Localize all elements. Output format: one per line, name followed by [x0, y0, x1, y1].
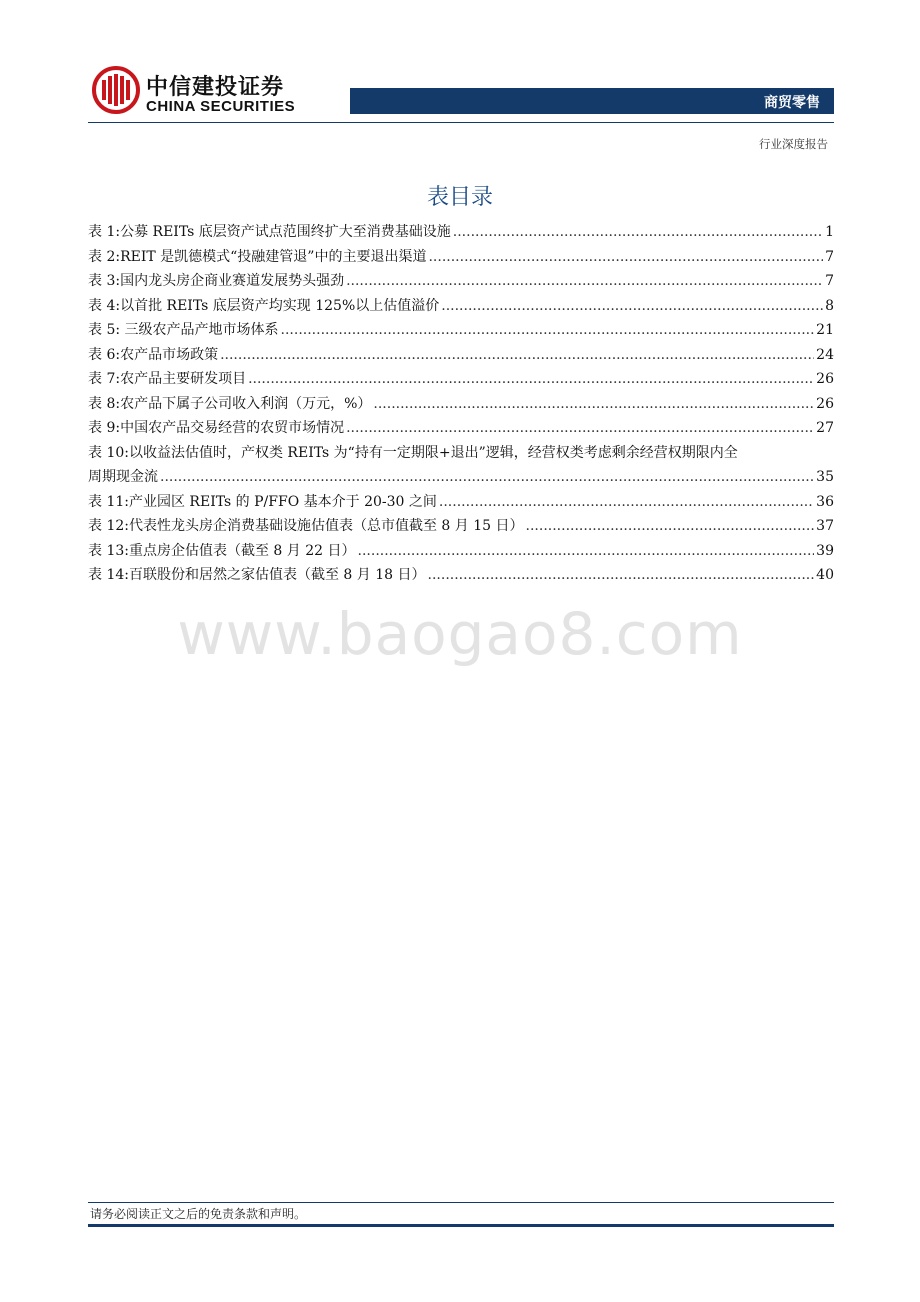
toc-leader [428, 563, 815, 588]
toc-leader [428, 245, 823, 270]
toc-leader [346, 416, 814, 441]
toc-item[interactable] [88, 367, 834, 392]
toc-title: 表目录 [426, 185, 493, 210]
toc-item[interactable] [88, 514, 834, 539]
toc-item-page: 7 [825, 273, 834, 289]
toc-item[interactable] [88, 441, 834, 490]
toc-item-text: 表 11:产业园区 REITs 的 P/FFO 基本介于 20-30 之间 [88, 493, 437, 510]
industry-banner [350, 88, 834, 114]
toc-item-text: 表 4:以首批 REITs 底层资产均实现 125%以上估值溢价 [88, 297, 440, 314]
toc-item[interactable] [88, 318, 834, 343]
toc-item[interactable] [88, 563, 834, 588]
report-type: 行业深度报告 [759, 137, 828, 151]
toc-item-text: 表 12:代表性龙头房企消费基础设施估值表（总市值截至 8 月 15 日） [88, 518, 524, 534]
toc-item[interactable] [88, 392, 834, 417]
toc-leader [160, 465, 814, 490]
toc-item-text: 表 7:农产品主要研发项目 [88, 371, 247, 387]
toc-leader [453, 220, 823, 245]
toc-item-page: 26 [816, 395, 834, 412]
toc-item-text: 表 10:以收益法估值时，产权类 REITs 为“持有一定期限+退出”逻辑，经营权类考虑剩余经营权期限内全 [88, 444, 738, 461]
toc-leader [248, 367, 814, 392]
toc-item-page: 24 [816, 346, 834, 363]
toc-item-page: 21 [816, 322, 834, 338]
toc-item-text: 表 5: 三级农产品产地市场体系 [88, 322, 279, 338]
toc-item-page: 1 [825, 224, 834, 240]
toc-item-text: 表 2:REIT 是凯德模式“投融建管退”中的主要退出渠道 [88, 248, 427, 265]
toc-item[interactable] [88, 343, 834, 368]
toc-item-page: 27 [816, 420, 834, 436]
toc-item-text: 表 3:国内龙头房企商业赛道发展势头强劲 [88, 273, 345, 289]
toc-item-page: 36 [816, 493, 834, 510]
brand-name-en: CHINA SECURITIES [146, 98, 296, 115]
toc-item-text: 表 9:中国农产品交易经营的农贸市场情况 [88, 420, 345, 436]
toc-item[interactable] [88, 269, 834, 294]
china-securities-logo-icon [92, 66, 140, 114]
toc-item-text: 表 1:公募 REITs 底层资产试点范围终扩大至消费基础设施 [88, 224, 451, 240]
toc-item-page: 37 [816, 518, 834, 534]
toc-item-text: 表 14:百联股份和居然之家估值表（截至 8 月 18 日） [88, 567, 426, 583]
toc-leader [526, 514, 815, 539]
toc-item-page: 39 [816, 542, 834, 559]
brand-name-cn: 中信建投证券 [146, 75, 285, 100]
toc-leader [346, 269, 823, 294]
toc-leader [358, 539, 815, 564]
toc-item[interactable] [88, 220, 834, 245]
toc-item[interactable] [88, 294, 834, 319]
toc-leader [281, 318, 815, 343]
table-of-contents [88, 220, 834, 588]
toc-item-page: 40 [816, 567, 834, 583]
toc-leader [373, 392, 814, 417]
watermark: www.baogao8.com [177, 600, 743, 668]
toc-item[interactable] [88, 490, 834, 515]
toc-item-text: 表 13:重点房企估值表（截至 8 月 22 日） [88, 542, 356, 559]
industry-label: 商贸零售 [764, 95, 820, 111]
toc-item-page: 8 [825, 297, 834, 314]
toc-item-text-continued: 周期现金流 [88, 469, 158, 485]
footer-divider [88, 1202, 834, 1203]
toc-item-continuation [88, 465, 834, 490]
toc-leader [220, 343, 814, 368]
header-divider [88, 122, 834, 123]
toc-leader [441, 294, 823, 319]
toc-leader [439, 490, 814, 515]
toc-item[interactable] [88, 416, 834, 441]
toc-item-text: 表 6:农产品市场政策 [88, 346, 219, 363]
toc-item-text: 表 8:农产品下属子公司收入利润（万元，%） [88, 395, 372, 412]
toc-item-page: 7 [825, 248, 834, 265]
toc-item-page: 35 [816, 469, 834, 485]
footer-bar [88, 1224, 834, 1227]
toc-item[interactable] [88, 539, 834, 564]
page-header [0, 0, 920, 160]
footer-disclaimer: 请务必阅读正文之后的免责条款和声明。 [90, 1207, 307, 1221]
toc-item[interactable] [88, 245, 834, 270]
toc-item-page: 26 [816, 371, 834, 387]
